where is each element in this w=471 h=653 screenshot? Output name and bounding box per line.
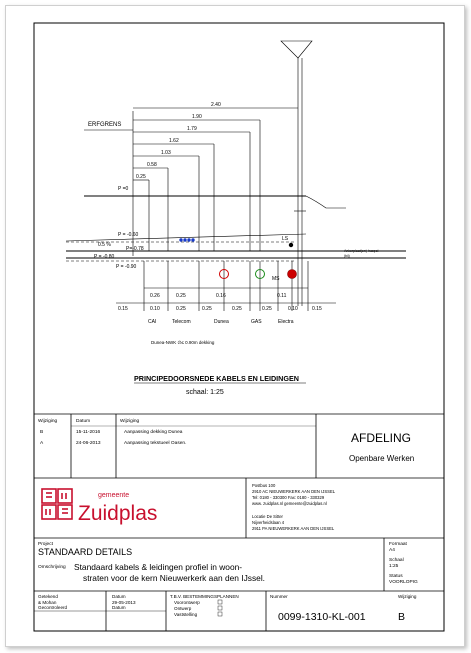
utility-label-cai: CAI xyxy=(148,319,157,325)
bottom-dim-1: 0.10 xyxy=(150,306,160,312)
cross-section-drawing xyxy=(66,41,406,311)
rev-header-desc: Wijziging xyxy=(120,419,140,424)
datum2-label: Datum xyxy=(112,605,126,610)
utility-label-gas: GAS xyxy=(251,319,262,325)
schaal-label: Schaal xyxy=(389,558,404,563)
drawing-scale: schaal: 1:25 xyxy=(186,389,224,396)
schaal-value: 1:25 xyxy=(389,564,399,569)
right-note-2: (bij) xyxy=(344,254,350,258)
drawing-revision: B xyxy=(398,611,406,623)
erfgrens-label: ERFGRENS xyxy=(88,122,122,128)
gecontroleerd-label: Gecontroleerd xyxy=(38,605,68,610)
utility-label-dunea: Dunea xyxy=(214,319,229,325)
lamp-head xyxy=(281,41,312,58)
dim-label-0: 2.40 xyxy=(211,102,221,108)
electra-cable-circle xyxy=(288,270,297,279)
level-label-0: P =0 xyxy=(118,186,129,192)
nummer-label: Nummer xyxy=(270,594,288,599)
tbv-checkboxes xyxy=(218,600,222,616)
tbv-item-voorontwerp: Voorontwerp xyxy=(174,600,200,605)
dim-label-1: 1.90 xyxy=(192,114,202,120)
bottom-dim-3: 0.25 xyxy=(202,306,212,312)
address-line-3: Tel: 0180 - 330300 Fax: 0180 - 330329 xyxy=(252,495,325,500)
project-label: Project xyxy=(38,542,53,547)
bottom-dim-5: 0.25 xyxy=(262,306,272,312)
rev-row-a-date: 24-06-2013 xyxy=(76,441,101,446)
level-label-3: P = -0.90 xyxy=(116,264,137,270)
address-line-5: Locatie De Sitter xyxy=(252,514,283,519)
mid-dim-0: 0.26 xyxy=(150,293,160,299)
rev-row-b-desc: Aanpassing dekking Dunea xyxy=(124,430,183,435)
zuidplas-logo-mark xyxy=(42,489,72,519)
wijziging-label: Wijziging xyxy=(398,594,417,599)
ms-label: MS xyxy=(272,276,280,282)
department-name: Openbare Werken xyxy=(349,454,415,463)
drawing-frame xyxy=(34,23,444,631)
format-label: Formaat xyxy=(389,542,407,547)
bottom-dim-2: 0.25 xyxy=(176,306,186,312)
getekend-label: Getekend xyxy=(38,594,58,599)
telecom-cable-dots xyxy=(179,238,194,241)
dim-label-4: 1.03 xyxy=(161,150,171,156)
rev-row-b-date: 15-11-2016 xyxy=(76,430,101,435)
department-label: AFDELING xyxy=(351,431,412,445)
dim-label-3: 1.62 xyxy=(169,138,179,144)
rev-header-date: Datum xyxy=(76,419,91,424)
address-line-1: Postbus 100 xyxy=(252,483,276,488)
utility-label-electra: Electra xyxy=(278,319,294,325)
logo-name: Zuidplas xyxy=(78,502,158,525)
datum-value: 29-05-2013 xyxy=(112,600,136,605)
project-desc-2: straten voor de kern Nieuwerkerk aan den IJssel. xyxy=(83,573,266,583)
mid-dim-2: 0.16 xyxy=(216,293,226,299)
right-note-1: Ankerplaat(en)-haspel xyxy=(344,249,379,253)
mid-dim-3: 0.11 xyxy=(277,293,287,299)
rev-row-b-code: B xyxy=(40,430,44,435)
mid-dim-1: 0.25 xyxy=(176,293,186,299)
ls-label: LS xyxy=(282,236,289,242)
address-line-4: www. zuidplas.nl gemeente@zuidplas.nl xyxy=(252,501,327,506)
pipe-level-label: P=-0.78 xyxy=(126,246,144,252)
status-label: Status xyxy=(389,574,403,579)
status-value: VOORLOPIG xyxy=(389,580,418,585)
address-line-2: 2910 AC NIEUWERKERK AAN DEN IJSSEL xyxy=(252,489,336,494)
drawing-title: PRINCIPEDOORSNEDE KABELS EN LEIDINGEN xyxy=(134,374,299,383)
logo-gemeente: gemeente xyxy=(98,492,130,499)
dim-label-6: 0.25 xyxy=(136,174,146,180)
rev-row-a-code: A xyxy=(40,441,44,446)
dunea-note: Dunea-NWK ∅≤ 0.90m dekking xyxy=(151,340,215,345)
drawing-sheet xyxy=(5,5,465,647)
dim-label-5: 0.58 xyxy=(147,162,157,168)
drawing-number: 0099-1310-KL-001 xyxy=(278,611,366,623)
project-desc-1: Standaard kabels & leidingen profiel in woon- xyxy=(74,562,243,572)
tbv-item-ontwerp: Ontwerp xyxy=(174,606,192,611)
getekend-value: & Mohan xyxy=(38,600,57,605)
bottom-dim-6: 0.10 xyxy=(288,306,298,312)
bottom-dim-4: 0.25 xyxy=(232,306,242,312)
bottom-dim-0: 0.15 xyxy=(118,306,128,312)
level-label-1: P = -0.60 xyxy=(118,232,139,238)
address-line-6: Nijverheidslaan 4 xyxy=(252,520,285,525)
format-value: A4 xyxy=(389,548,395,553)
tbv-item-vaststelling: Vaststelling xyxy=(174,612,198,617)
address-line-7: 2911 PA NIEUWERKERK AAN DEN IJSSEL xyxy=(252,526,335,531)
dim-label-2: 1.79 xyxy=(187,126,197,132)
project-desc-label: Omschrijving xyxy=(38,565,66,570)
ls-cable-dot xyxy=(289,243,293,247)
datum-label: Datum xyxy=(112,594,126,599)
utility-label-telecom: Telecom xyxy=(172,319,191,325)
sheet-svg xyxy=(6,6,464,646)
bottom-dim-7: 0.15 xyxy=(312,306,322,312)
slope-label: 0.5 % xyxy=(98,242,111,248)
level-label-2: P = -0.80 xyxy=(94,254,115,260)
rev-row-a-desc: Aanpassing tekstueel Oasen. xyxy=(124,441,187,446)
project-name: STANDAARD DETAILS xyxy=(38,547,133,557)
tbv-label: T.B.V. BESTEMMINGSPLANNEN xyxy=(170,594,239,599)
rev-header-code: Wijziging xyxy=(38,419,58,424)
